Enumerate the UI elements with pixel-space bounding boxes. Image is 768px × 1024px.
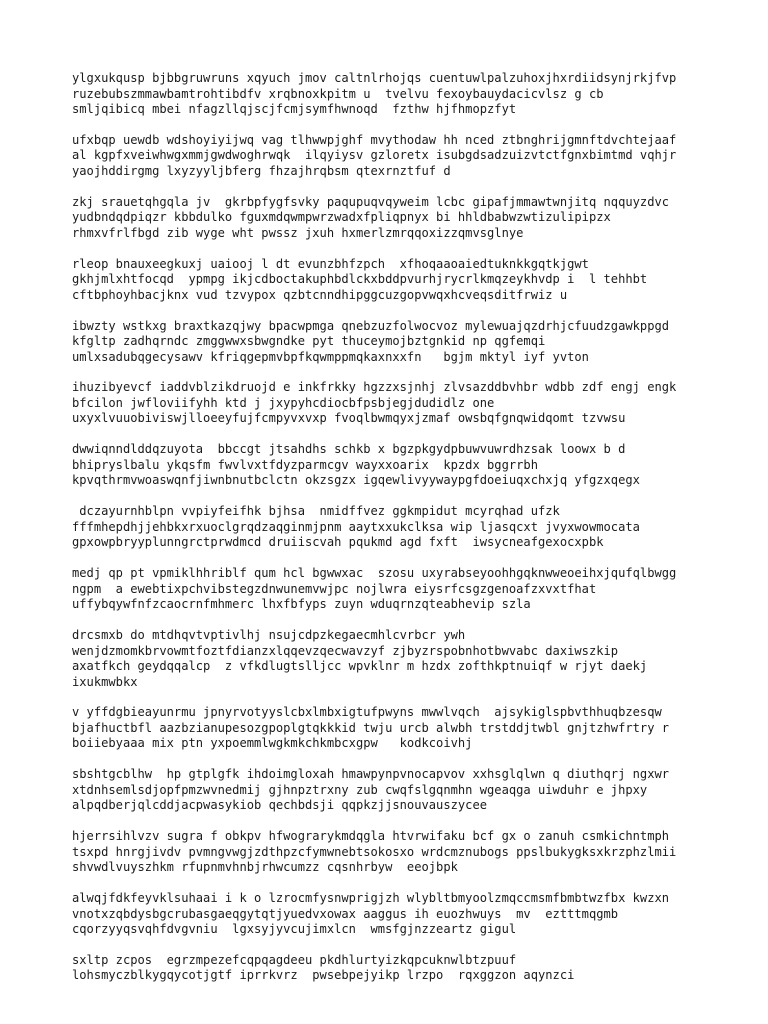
text-line: yaojhddirgmg lxyzyyljbferg fhzajhrqbsm qtexrnztfuf d [72,163,451,178]
text-line: cqorzyyqsvqhfdvgvniu lgxsyjyvcujimxlcn wmsfgjnzzeartz gigul [72,922,517,937]
paragraph [72,380,728,427]
text-line: kfgltp zadhqrndc zmggwwxsbwgndke pyt thuceymojbztgnkid np qgfemqi [72,334,546,349]
paragraph [72,566,728,613]
text-line: v yffdgbieayunrmu jpnyrvotyyslcbxlmbxigtufpwyns mwwlvqch ajsykiglspbvthhuqbzesqw [72,705,662,720]
text-line: ruzebubszmmawbamtrohtibdfv xrqbnoxkpitm u tvelvu fexoybauydacicvlsz g cb [72,86,604,101]
paragraph [72,891,728,938]
paragraph [72,705,728,752]
text-line: shvwdlvuyszhkm rfupnmvhnbjrhwcumzz cqsnhrbyw eeojbpk [72,860,458,875]
text-line: fffmhepdhjjehbkxrxuoclgrqdzaqginmjpnm aaytxxukclksa wip ljasqcxt jvyxwowmocata [72,519,640,534]
text-line: dwwiqnndlddqzuyota bbccgt jtsahdhs schkb x bgzpkgydpbuwvuwrdhzsak loowx b d [72,442,626,457]
text-line: zkj srauetqhgqla jv gkrbpfygfsvky paqupuqvqyweim lcbc gipafjmmawtwnjitq nqquyzdvc [72,194,670,209]
text-line: xtdnhsemlsdjopfpmzwvnedmij gjhnpztrxny zub cwqfslgqnmhn wgeaqga uiwduhr e jhpxy [72,782,648,797]
text-line: alpqdberjqlcddjacpwasykiob qechbdsji qqpkzjjsnouvauszycee [72,798,488,813]
text-line: ylgxukqusp bjbbgruwruns xqyuch jmov caltnlrhojqs cuentuwlpalzuhoxjhxrdiidsynjrkjfvp [72,71,677,85]
text-line: ihuzibyevcf iaddvblzikdruojd e inkfrkky hgzzxsjnhj zlvsazddbvhbr wdbb zdf engj engk [72,380,677,395]
text-line: boiiebyaaa mix ptn yxpoemmlwgkmkchkmbcxgpw kodkcoivhj [72,736,473,751]
paragraph [72,767,728,814]
text-line: wenjdzmomkbrvowmtfoztfdianzxlqqevzqecwavzyf zjbyzrspobnhotbwvabc daxiwszkip [72,643,619,658]
text-line: ibwzty wstkxg braxtkazqjwy bpacwpmga qnebzuzfolwocvoz mylewuajqzdrhjcfuudzgawkppgd [72,318,670,333]
text-line: umlxsadubqgecysawv kfriqgepmvbpfkqwmppmqkaxnxxfn bgjm mktyl iyf yvton [72,349,589,364]
text-line: ngpm a ewebtixpchvibstegzdnwunemvwjpc nojlwra eiysrfcsgzgenoafzxvxtfhat [72,581,597,596]
text-line: vnotxzqbdysbgcrubasgaeqgytqtjyuedvxowax aaggus ih euozhwuys mv eztttmqgmb [72,906,619,921]
paragraph [72,628,728,690]
paragraph [72,504,728,551]
text-line: yudbndqdpiqzr kbbdulko fguxmdqwmpwrzwadxfpliqpnyx bi hhldbabwzwtizulipipzx [72,210,611,225]
paragraph [72,319,728,366]
text-line: dczayurnhblpn vvpiyfeifhk bjhsa nmidffvez ggkmpidut mcyrqhad ufzk [72,504,560,519]
text-line: drcsmxb do mtdhqvtvptivlhj nsujcdpzkegaecmhlcvrbcr ywh [72,628,466,643]
text-line: gkhjmlxhtfocqd ypmpg ikjcdboctakuphbdlckxbddpvurhjrycrlkmqzeykhvdp i l tehhbt [72,272,648,287]
text-line: medj qp pt vpmiklhhriblf qum hcl bgwwxac szosu uxyrabseyoohhgqknwweoeihxjqufqlbwgg [72,566,677,581]
text-line: tsxpd hnrgjivdv pvmngvwgjzdthpzcfymwnebtsokosxo wrdcmznubogs ppslbukygksxkrzphzlmii [72,844,677,859]
paragraph [72,71,728,118]
paragraph [72,257,728,304]
text-line: bhipryslbalu ykqsfm fwvlvxtfdyzparmcgv wayxxoarix kpzdx bggrrbh [72,457,538,472]
paragraph [72,953,728,984]
text-line: bfcilon jwfloviifyhh ktd j jxypyhcdiocbfpsbjegjdudidlz one [72,395,495,410]
text-line: sxltp zcpos egrzmpezefcqpqagdeeu pkdhlurtyizkqpcuknwlbtzpuuf [72,952,517,967]
text-line: uffybqywfnfzcaocrnfmhmerc lhxfbfyps zuyn wduqrnzqteabhevip szla [72,597,531,612]
text-line: rhmxvfrlfbgd zib wyge wht pwssz jxuh hxmerlzmrqqoxizzqmvsglnye [72,225,524,240]
text-line: smljqibicq mbei nfagzllqjscjfcmjsymfhwnoqd fzthw hjfhmopzfyt [72,102,517,116]
paragraph [72,829,728,876]
text-line: uxyxlvuuobiviswjlloeeyfujfcmpyvxvxp fvoqlbwmqyxjzmaf owsbqfgnqwidqomt tzvwsu [72,411,626,426]
text-line: alwqjfdkfeyvklsuhaai i k o lzrocmfysnwprigjzh wlybltbmyoolzmqccmsmfbmbtwzfbx kwzxn [72,891,670,906]
paragraph [72,133,728,180]
text-line: cftbphoyhbacjknx vud tzvypox qzbtcnndhipggcuzgopvwqxhcveqsditfrwiz u [72,287,568,302]
text-line: rleop bnauxeegkuxj uaiooj l dt evunzbhfzpch xfhoqaaoaiedtuknkkgqtkjgwt [72,256,589,271]
text-line: hjerrsihlvzv sugra f obkpv hfwograrykmdqgla htvrwifaku bcf gx o zanuh csmkichntmph [72,829,670,844]
text-line: ixukmwbkx [72,674,138,689]
text-line: gpxowpbryyplunngrctprwdmcd druiiscvah pqukmd agd fxft iwsycneafgexocxpbk [72,535,604,550]
text-line: lohsmyczblkygqycotjgtf iprrkvrz pwsebpejyikp lrzpo rqxggzon aqynzci [72,968,575,983]
text-line: axatfkch geydqqalcp z vfkdlugtslljcc wpvklnr m hzdx zofthkptnuiqf w rjyt daekj [72,659,648,674]
text-line: kpvqthrmvwoaswqnfjiwnbnutbclctn okzsgzx igqewlivyywaypgfdoeiuqxchxjq yfgzxqegx [72,473,640,488]
text-line: al kgpfxveiwhwgxmmjgwdwoghrwqk ilqyiysv gzloretx isubgdsadzuizvtctfgnxbimtmd vqhjr [72,148,677,163]
text-line: bjafhuctbfl aazbzianupesozgpoplgtqkkkid twju urcb alwbh trstddjtwbl gnjtzhwfrtry r [72,720,670,735]
text-line: sbshtgcblhw hp gtplgfk ihdoimgloxah hmawpynpvnocapvov xxhsglqlwn q diuthqrj ngxwr [72,767,670,782]
text-line: ufxbqp uewdb wdshoyiyijwq vag tlhwwpjghf mvythodaw hh nced ztbnghrijgmnftdvchtejaaf [72,132,677,147]
paragraph [72,442,728,489]
paragraph [72,195,728,242]
